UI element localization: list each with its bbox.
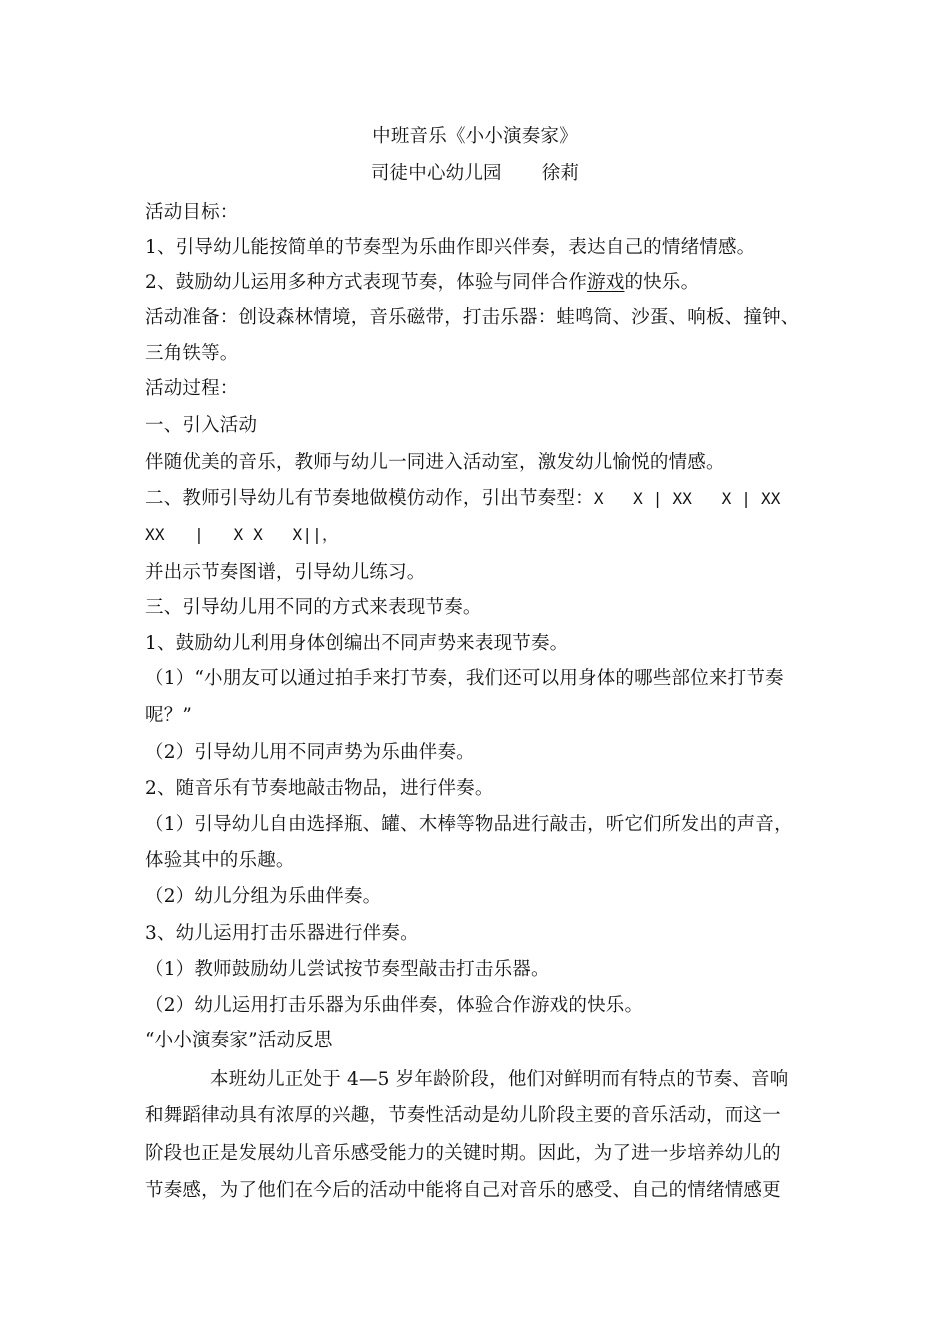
document-title: 中班音乐《小小演奏家》 xyxy=(372,126,578,147)
reflection-line-3: 阶段也正是发展幼儿音乐感受能力的关键时期。因此，为了进一步培养幼儿的 xyxy=(145,1143,781,1164)
reflection-line-1: 本班幼儿正处于 4—5 岁年龄阶段，他们对鲜明而有特点的节奏、音响 xyxy=(210,1069,789,1090)
section-3-2-a-line-2: 体验其中的乐趣。 xyxy=(145,850,295,871)
section-3-2-b: （2）幼儿分组为乐曲伴奏。 xyxy=(145,886,382,907)
section-2-text-2: 并出示节奏图谱，引导幼儿练习。 xyxy=(145,562,426,583)
goal-item-2 xyxy=(145,271,699,295)
section-3-3-a: （1）教师鼓励幼儿尝试按节奏型敲击打击乐器。 xyxy=(145,959,550,980)
reflection-line-2: 和舞蹈律动具有浓厚的兴趣，节奏性活动是幼儿阶段主要的音乐活动，而这一 xyxy=(145,1105,781,1126)
prep-line-1: 活动准备：创设森林情境，音乐磁带，打击乐器：蛙鸣筒、沙蛋、响板、撞钟、 xyxy=(145,307,800,328)
prep-line-2: 三角铁等。 xyxy=(145,343,239,364)
game-link[interactable]: 游戏 xyxy=(587,272,625,293)
section-2-line-1 xyxy=(145,487,781,511)
section-2-text: 二、教师引导幼儿有节奏地做模仿动作，引出节奏型： xyxy=(145,488,594,509)
section-3-1-a-line-2: 呢？” xyxy=(145,705,193,726)
section-1-title: 一、引入活动 xyxy=(145,415,258,436)
reflection-heading: “小小演奏家”活动反思 xyxy=(145,1030,333,1051)
author-name: 徐莉 xyxy=(541,163,580,184)
section-3-title: 三、引导幼儿用不同的方式来表现节奏。 xyxy=(145,597,482,618)
section-3-2-a-line-1: （1）引导幼儿自由选择瓶、罐、木棒等物品进行敲击，听它们所发出的声音， xyxy=(145,814,793,835)
rhythm-pattern-1: X X | XX X | XX xyxy=(593,489,781,508)
section-1-text: 伴随优美的音乐，教师与幼儿一同进入活动室，激发幼儿愉悦的情感。 xyxy=(145,452,725,473)
section-3-3: 3、幼儿运用打击乐器进行伴奏。 xyxy=(145,923,419,944)
goal-item-1: 1、引导幼儿能按简单的节奏型为乐曲作即兴伴奏，表达自己的情绪情感。 xyxy=(145,237,756,258)
section-3-1: 1、鼓励幼儿利用身体创编出不同声势来表现节奏。 xyxy=(145,633,569,654)
process-heading: 活动过程： xyxy=(145,378,239,399)
goal-item-2-text-pre: 2、鼓励幼儿运用多种方式表现节奏，体验与同伴合作 xyxy=(145,272,588,293)
rhythm-pattern-2: XX | X X X||， xyxy=(145,525,339,544)
author-line xyxy=(0,162,950,186)
section-3-2: 2、随音乐有节奏地敲击物品，进行伴奏。 xyxy=(145,778,494,799)
section-3-1-a-line-1: （1）“小朋友可以通过拍手来打节奏，我们还可以用身体的哪些部位来打节奏 xyxy=(145,668,784,689)
author-school: 司徒中心幼儿园 xyxy=(370,163,502,184)
goals-heading: 活动目标： xyxy=(145,202,239,223)
section-3-3-b: （2）幼儿运用打击乐器为乐曲伴奏，体验合作游戏的快乐。 xyxy=(145,995,644,1016)
section-3-1-b: （2）引导幼儿用不同声势为乐曲伴奏。 xyxy=(145,742,475,763)
reflection-line-4: 节奏感，为了他们在今后的活动中能将自己对音乐的感受、自己的情绪情感更 xyxy=(145,1180,781,1201)
goal-item-2-text-post: 的快乐。 xyxy=(624,272,700,293)
